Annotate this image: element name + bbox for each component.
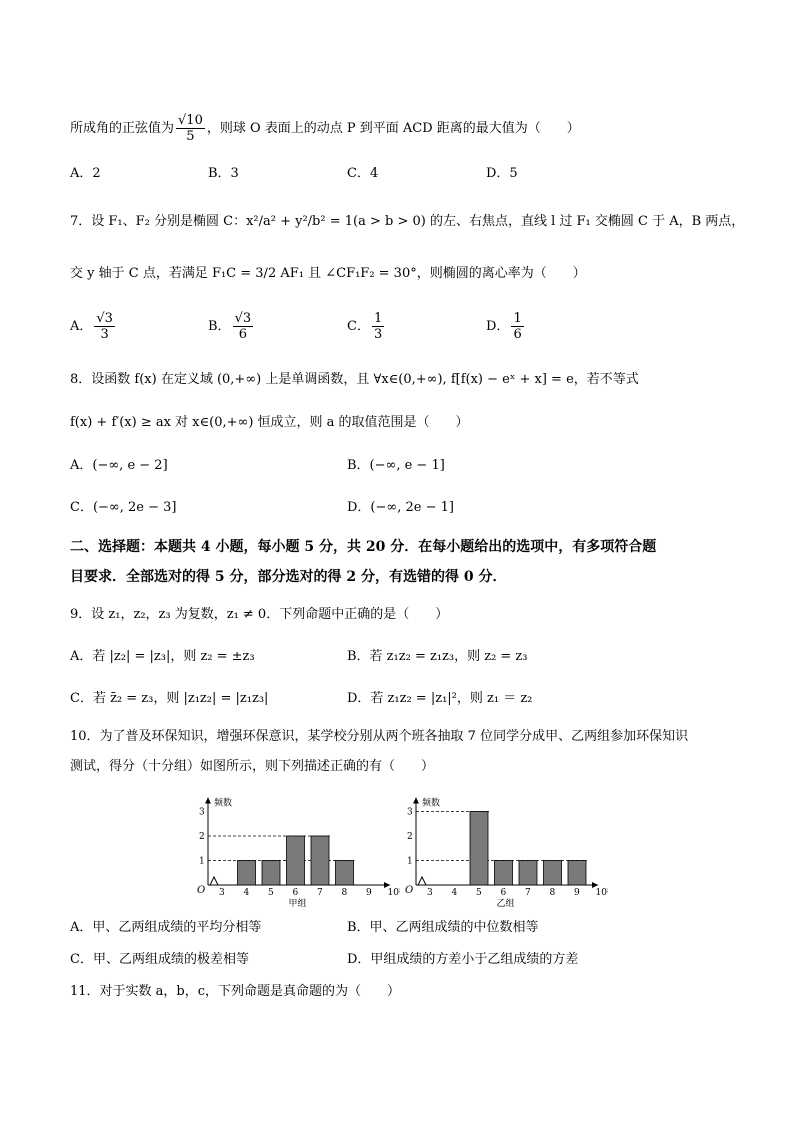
group-a-chart: [190, 788, 400, 910]
q8-option-d[interactable]: D．(−∞, 2e − 1]: [347, 500, 454, 515]
group-b-axis-break: [418, 877, 426, 885]
group-a-xtick-7: 7: [317, 888, 323, 898]
q8-stem-line1: 8．设函数 f(x) 在定义域 (0,+∞) 上是单调函数，且 ∀x∈(0,+∞), f[f(x) − eˣ + x] = e，若不等式: [70, 372, 639, 387]
q8-option-c[interactable]: C．(−∞, 2e − 3]: [70, 500, 177, 515]
q9-option-c[interactable]: C．若 z̄₂ = z₃，则 |z₁z₂| = |z₁z₃|: [70, 691, 269, 706]
group-a-bar-7: [311, 836, 329, 885]
group-b-xtick-6: 6: [500, 888, 507, 898]
group-a-ytick-3: 3: [199, 807, 205, 818]
group-a-ytick-2: 2: [199, 832, 205, 842]
group-a-axis-break: [210, 877, 218, 885]
group-b-bar-6: [495, 861, 513, 886]
q8-option-a[interactable]: A．(−∞, e − 2]: [70, 458, 168, 473]
group-b-origin: O: [405, 885, 414, 896]
group-a-xtick-9: 9: [366, 888, 372, 898]
q7-option-d-frac: [511, 311, 523, 342]
group-a-ytick-1: 1: [199, 856, 205, 867]
section2-heading-line2: 目要求．全部选对的得 5 分，部分选对的得 2 分，有选错的得 0 分．: [70, 569, 507, 585]
q6-option-d[interactable]: D．5: [486, 166, 518, 181]
group-b-xtick-7: 7: [525, 888, 531, 898]
group-a-xtick-3: 3: [219, 888, 225, 898]
group-b-xtick-10: 10: [595, 888, 607, 898]
group-a-xtick-8: 8: [341, 888, 348, 898]
group-a-xtick-4: 4: [243, 888, 250, 898]
q7-option-d-label: D．: [486, 319, 510, 334]
group-a-xtick-6: 6: [292, 888, 299, 898]
q7-option-c[interactable]: [347, 311, 386, 342]
q7-stem-line2: 交 y 轴于 C 点，若满足 F₁C = 3/2 AF₁ 且 ∠CF₁F₂ = 30°，则椭圆的离心率为（ ）: [70, 266, 586, 281]
group-b-ytick-3: 3: [407, 807, 413, 818]
q6-option-a[interactable]: A．2: [70, 166, 101, 181]
q9-stem: 9．设 z₁，z₂，z₃ 为复数，z₁ ≠ 0．下列命题中正确的是（ ）: [70, 607, 449, 622]
frac-num: √3: [234, 311, 252, 326]
group-b-bar-8: [544, 861, 562, 886]
group-b-bar-5: [470, 812, 488, 886]
group-b-xlabel: [607, 886, 609, 898]
group-b-bar-9: [568, 861, 586, 886]
q9-option-b[interactable]: B．若 z₁z₂ = z₁z₃，则 z₂ = z₃: [347, 649, 528, 664]
q9-option-a[interactable]: A．若 |z₂| = |z₃|，则 z₂ = ±z₃: [70, 649, 255, 664]
q6-option-c[interactable]: C．4: [347, 166, 379, 181]
group-a-bar-6: [287, 836, 305, 885]
q7-option-a-frac: [94, 311, 115, 342]
group-a-bar-5: [262, 861, 280, 886]
group-b-xtick-3: 3: [427, 888, 433, 898]
q10-option-a[interactable]: A．甲、乙两组成绩的平均分相等: [70, 920, 262, 935]
group-b-bar-7: [519, 861, 537, 886]
frac-den: 3: [373, 327, 383, 342]
group-b-ytick-2: 2: [407, 832, 413, 842]
q10-stem-line1: 10．为了普及环保知识，增强环保意识，某学校分别从两个班各抽取 7 位同学分成甲、乙两组参加环保知识: [70, 729, 689, 744]
group-a-origin: O: [197, 885, 206, 896]
q6-fraction: [176, 113, 205, 144]
group-b-title: 乙组: [496, 899, 515, 909]
q11-stem: 11．对于实数 a，b，c，下列命题是真命题的为（ ）: [70, 984, 401, 999]
frac-num: √3: [96, 311, 113, 326]
group-b-y-arrow: [413, 798, 419, 804]
group-a-title: 甲组: [288, 899, 307, 909]
q7-option-b[interactable]: [208, 311, 255, 342]
group-b-xtick-4: 4: [451, 888, 458, 898]
q7-option-c-frac: [372, 311, 384, 342]
q10-option-b[interactable]: B．甲、乙两组成绩的中位数相等: [347, 920, 539, 935]
group-b-xtick-5: 5: [476, 888, 482, 898]
q6-option-b[interactable]: B．3: [208, 166, 239, 181]
group-a-xtick-5: 5: [268, 888, 274, 898]
q10-stem-line2: 测试，得分（十分组）如图所示，则下列描述正确的有（ ）: [70, 759, 435, 774]
frac-num: 1: [373, 311, 383, 326]
q7-stem-line1: 7．设 F₁、F₂ 分别是椭圆 C：x²/a² + y²/b² = 1(a > b > 0) 的左、右焦点，直线 l 过 F₁ 交椭圆 C 于 A，B 两点，: [70, 214, 745, 229]
q8-option-b[interactable]: B．(−∞, e − 1]: [347, 458, 445, 473]
q6-text-after: ，则球 O 表面上的动点 P 到平面 ACD 距离的最大值为（ ）: [206, 121, 580, 136]
group-a-bar-4: [238, 861, 256, 886]
q7-option-a[interactable]: [70, 311, 117, 342]
group-a-y-arrow: [205, 798, 211, 804]
frac-den: 6: [513, 327, 522, 342]
q8-stem-line2: f(x) + f′(x) ≥ ax 对 x∈(0,+∞) 恒成立，则 a 的取值范围是（ ）: [70, 415, 469, 430]
q6-frac-num: √10: [178, 113, 203, 128]
q7-option-b-label: B．: [208, 319, 231, 334]
q7-option-d[interactable]: [486, 311, 526, 342]
group-a-xtick-10: 10: [387, 888, 399, 898]
q6-frac-den: 5: [186, 129, 195, 144]
group-a-ylabel: 频数: [214, 798, 233, 809]
group-a-bar-8: [336, 861, 354, 886]
frac-den: 6: [238, 327, 247, 342]
q10-option-d[interactable]: D．甲组成绩的方差小于乙组成绩的方差: [347, 952, 579, 967]
group-b-xtick-9: 9: [574, 888, 580, 898]
group-b-ytick-1: 1: [407, 856, 413, 867]
group-b-ylabel: 频数: [422, 798, 441, 809]
group-b-xtick-8: 8: [549, 888, 556, 898]
frac-num: 1: [513, 311, 522, 326]
section2-heading-line1: 二、选择题：本题共 4 小题，每小题 5 分，共 20 分．在每小题给出的选项中，有多项符合题: [70, 539, 657, 555]
q10-option-c[interactable]: C．甲、乙两组成绩的极差相等: [70, 952, 249, 967]
q9-option-d[interactable]: D．若 z₁z₂ = |z₁|²，则 z₁ ＝ z₂: [347, 691, 533, 706]
q7-option-a-label: A．: [70, 319, 93, 334]
q7-option-c-label: C．: [347, 319, 370, 334]
group-b-chart: [398, 788, 608, 910]
frac-den: 3: [100, 327, 109, 342]
q6-stem: [70, 113, 580, 144]
q7-option-b-frac: [233, 311, 254, 342]
q6-text-before: 所成角的正弦值为: [70, 121, 175, 136]
